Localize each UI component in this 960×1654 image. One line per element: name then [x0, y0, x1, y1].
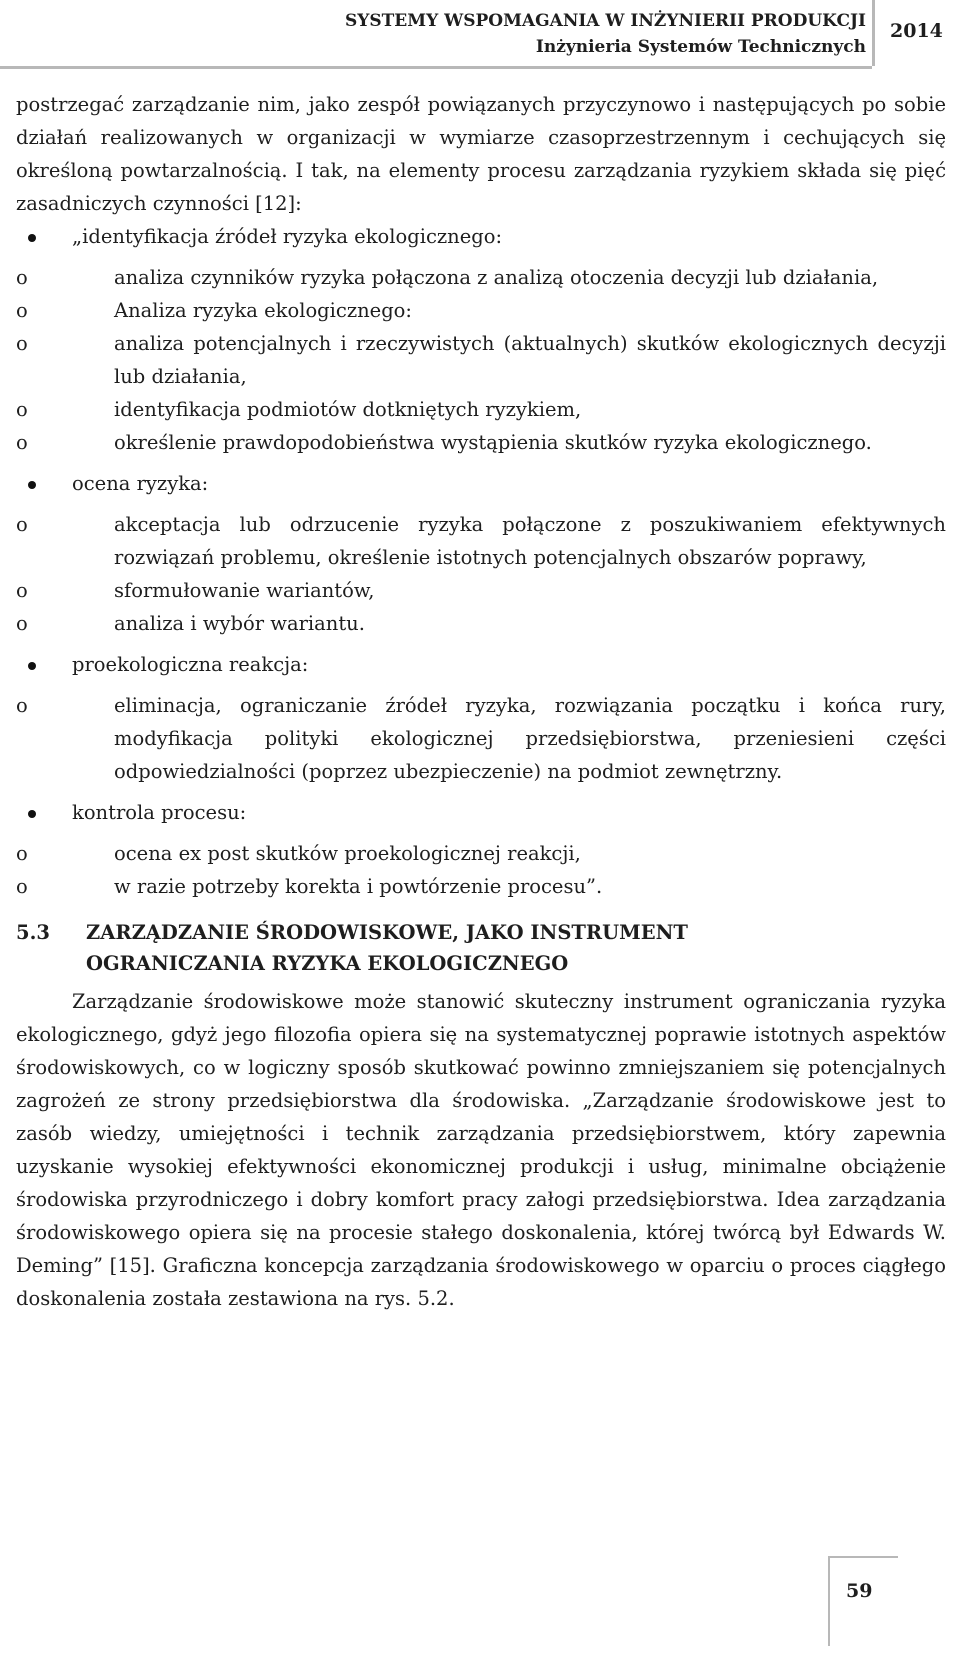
bullet-icon — [28, 810, 36, 818]
page-header — [0, 0, 960, 70]
sub-list-item-text: ocena ex post skutków proekologicznej reakcji, — [114, 842, 581, 865]
list-item-label: „identyfikacja źródeł ryzyka ekologicznego: — [72, 225, 503, 248]
sub-list-item — [16, 327, 946, 393]
sub-list-item-text: analiza i wybór wariantu. — [114, 612, 365, 635]
sub-list-item — [16, 294, 946, 327]
process-steps-list — [16, 220, 946, 903]
sub-list-item — [16, 607, 946, 640]
sub-list-item — [16, 261, 946, 294]
circle-bullet-icon: o — [16, 431, 28, 454]
header-year: 2014 — [890, 20, 943, 42]
circle-bullet-icon: o — [16, 266, 28, 289]
sub-list-item-text: akceptacja lub odrzucenie ryzyka połączone z poszukiwaniem efektywnych rozwiązań problemu, określenie istotnych potencjalnych obszarów poprawy, — [114, 513, 946, 569]
sub-list-item — [16, 574, 946, 607]
circle-bullet-icon: o — [16, 875, 28, 898]
list-item — [16, 796, 946, 903]
header-rule — [0, 66, 872, 69]
sub-list-item — [16, 426, 946, 459]
sub-list-item — [16, 689, 946, 788]
journal-title: SYSTEMY WSPOMAGANIA W INŻYNIERII PRODUKCJI — [344, 11, 866, 31]
sub-list-item-text: analiza potencjalnych i rzeczywistych (aktualnych) skutków ekologicznych decyzji lub działania, — [114, 332, 946, 388]
sub-list-item — [16, 508, 946, 574]
list-item — [16, 220, 946, 459]
bullet-icon — [28, 481, 36, 489]
circle-bullet-icon: o — [16, 579, 28, 602]
circle-bullet-icon: o — [16, 332, 28, 355]
journal-subtitle: Inżynieria Systemów Technicznych — [535, 37, 866, 57]
sub-list-item — [16, 870, 946, 903]
sub-list — [16, 689, 946, 788]
section-number: 5.3 — [16, 921, 50, 944]
sub-list-item-text: identyfikacja podmiotów dotkniętych ryzykiem, — [114, 398, 582, 421]
sub-list-item-text: określenie prawdopodobieństwa wystąpienia skutków ryzyka ekologicznego. — [114, 431, 872, 454]
sub-list-item-text: w razie potrzeby korekta i powtórzenie procesu”. — [114, 875, 603, 898]
circle-bullet-icon: o — [16, 694, 28, 717]
sub-list — [16, 261, 946, 459]
list-item-label: ocena ryzyka: — [72, 472, 209, 495]
page-content — [16, 88, 946, 1315]
sub-list-item-text: Analiza ryzyka ekologicznego: — [114, 299, 412, 322]
circle-bullet-icon: o — [16, 842, 28, 865]
sub-list — [16, 837, 946, 903]
circle-bullet-icon: o — [16, 398, 28, 421]
sub-list-item-text: sformułowanie wariantów, — [114, 579, 375, 602]
list-item — [16, 467, 946, 640]
circle-bullet-icon: o — [16, 612, 28, 635]
bullet-icon — [28, 234, 36, 242]
list-item-label: kontrola procesu: — [72, 801, 247, 824]
list-item — [16, 648, 946, 788]
sub-list-item — [16, 837, 946, 870]
body-paragraph: Zarządzanie środowiskowe może stanowić skuteczny instrument ograniczania ryzyka ekologicznego, gdyż jego filozofia opiera się na systematycznej poprawie istotnych aspektów środowiskowych, co w logiczny sposób skutkować powinno zmniejszaniem się potencjalnych zagrożeń ze strony przedsiębiorstwa dla środowiska. „Zarządzanie środowiskowe jest to zasób wiedzy, umiejętności i technik zarządzania przedsiębiorstwem, który zapewnia uzyskanie wysokiej efektywności ekonomicznej produkcji i usług, minimalne obciążenie środowiska przyrodniczego i dobry komfort pracy załogi przedsiębiorstwa. Idea zarządzania środowiskowego opiera się na procesie stałego doskonalenia, której twórcą był Edwards W. Deming” [15]. Graficzna koncepcja zarządzania środowiskowego w oparciu o proces ciągłego doskonalenia została zestawiona na rys. 5.2. — [16, 990, 946, 1310]
header-titles — [345, 8, 866, 60]
circle-bullet-icon: o — [16, 299, 28, 322]
page-number: 59 — [846, 1580, 873, 1602]
sub-list-item-text: eliminacja, ograniczanie źródeł ryzyka, rozwiązania początku i końca rury, modyfikacja polityki ekologicznej przedsiębiorstwa, przeniesieni części odpowiedzialności (poprzez ubezpieczenie) na podmiot zewnętrzny. — [114, 694, 946, 783]
sub-list-item — [16, 393, 946, 426]
sub-list-item-text: analiza czynników ryzyka połączona z analizą otoczenia decyzji lub działania, — [114, 266, 879, 289]
section-title: ZARZĄDZANIE ŚRODOWISKOWE, JAKO INSTRUMENT OGRANICZANIA RYZYKA EKOLOGICZNEGO — [86, 921, 688, 975]
bullet-icon — [28, 662, 36, 670]
section-heading — [16, 917, 946, 979]
circle-bullet-icon: o — [16, 513, 28, 536]
sub-list — [16, 508, 946, 640]
intro-paragraph: postrzegać zarządzanie nim, jako zespół powiązanych przyczynowo i następujących po sobie działań realizowanych w organizacji w wymiarze czasoprzestrzennym i cechujących się określoną powtarzalnością. I tak, na elementy procesu zarządzania ryzykiem składa się pięć zasadniczych czynności [12]: — [16, 93, 946, 215]
list-item-label: proekologiczna reakcja: — [72, 653, 309, 676]
